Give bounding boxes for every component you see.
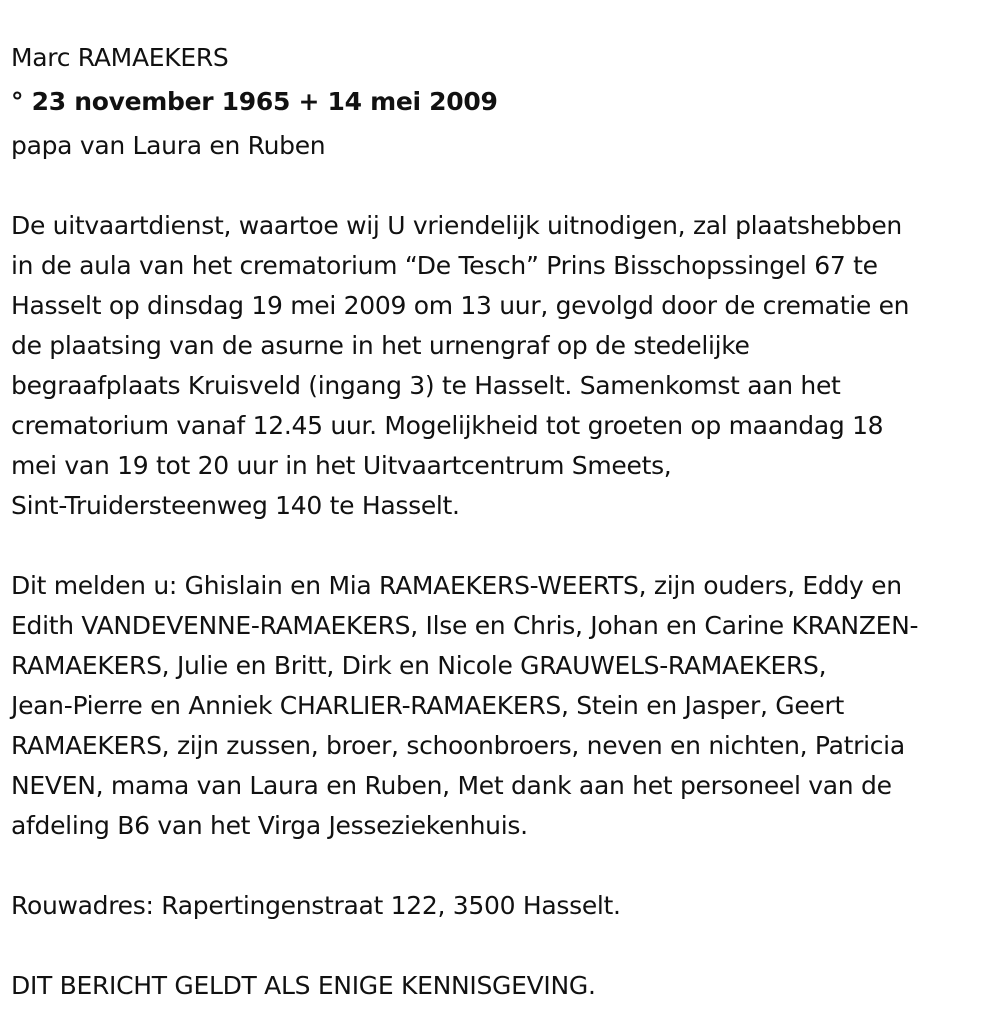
spacer xyxy=(11,166,996,206)
paragraph-line: Jean-Pierre en Anniek CHARLIER-RAMAEKERS, Stein en Jasper, Geert xyxy=(11,691,844,720)
paragraph-line: crematorium vanaf 12.45 uur. Mogelijkheid tot groeten op maandag 18 xyxy=(11,411,884,440)
spacer xyxy=(11,926,996,966)
paragraph-line: RAMAEKERS, zijn zussen, broer, schoonbroers, neven en nichten, Patricia xyxy=(11,731,905,760)
obituary-notice xyxy=(11,38,996,1006)
deceased-name: Marc RAMAEKERS xyxy=(11,43,229,72)
paragraph-line: Hasselt op dinsdag 19 mei 2009 om 13 uur, gevolgd door de crematie en xyxy=(11,291,910,320)
paragraph-line: RAMAEKERS, Julie en Britt, Dirk en Nicole GRAUWELS-RAMAEKERS, xyxy=(11,651,827,680)
paragraph-line: de plaatsing van de asurne in het urnengraf op de stedelijke xyxy=(11,331,750,360)
life-dates: ° 23 november 1965 + 14 mei 2009 xyxy=(11,87,498,116)
paragraph-line: Edith VANDEVENNE-RAMAEKERS, Ilse en Chris, Johan en Carine KRANZEN- xyxy=(11,611,919,640)
closing-paragraph xyxy=(11,966,996,1006)
family-subtitle: papa van Laura en Ruben xyxy=(11,131,326,160)
paragraph-line: Sint-Truidersteenweg 140 te Hasselt. xyxy=(11,491,460,520)
paragraph-line: afdeling B6 van het Virga Jesseziekenhuis. xyxy=(11,811,528,840)
service-paragraph xyxy=(11,206,996,526)
paragraph-line: in de aula van het crematorium “De Tesch” Prins Bisschopssingel 67 te xyxy=(11,251,878,280)
spacer xyxy=(11,846,996,886)
family-paragraph xyxy=(11,566,996,846)
mourning-address: Rouwadres: Rapertingenstraat 122, 3500 Hasselt. xyxy=(11,891,621,920)
paragraph-line: De uitvaartdienst, waartoe wij U vriendelijk uitnodigen, zal plaatshebben xyxy=(11,211,902,240)
closing-statement: DIT BERICHT GELDT ALS ENIGE KENNISGEVING. xyxy=(11,971,596,1000)
paragraph-line: mei van 19 tot 20 uur in het Uitvaartcentrum Smeets, xyxy=(11,451,672,480)
paragraph-line: begraafplaats Kruisveld (ingang 3) te Hasselt. Samenkomst aan het xyxy=(11,371,841,400)
spacer xyxy=(11,526,996,566)
paragraph-line: Dit melden u: Ghislain en Mia RAMAEKERS-WEERTS, zijn ouders, Eddy en xyxy=(11,571,902,600)
address-paragraph xyxy=(11,886,996,926)
paragraph-line: NEVEN, mama van Laura en Ruben, Met dank aan het personeel van de xyxy=(11,771,892,800)
